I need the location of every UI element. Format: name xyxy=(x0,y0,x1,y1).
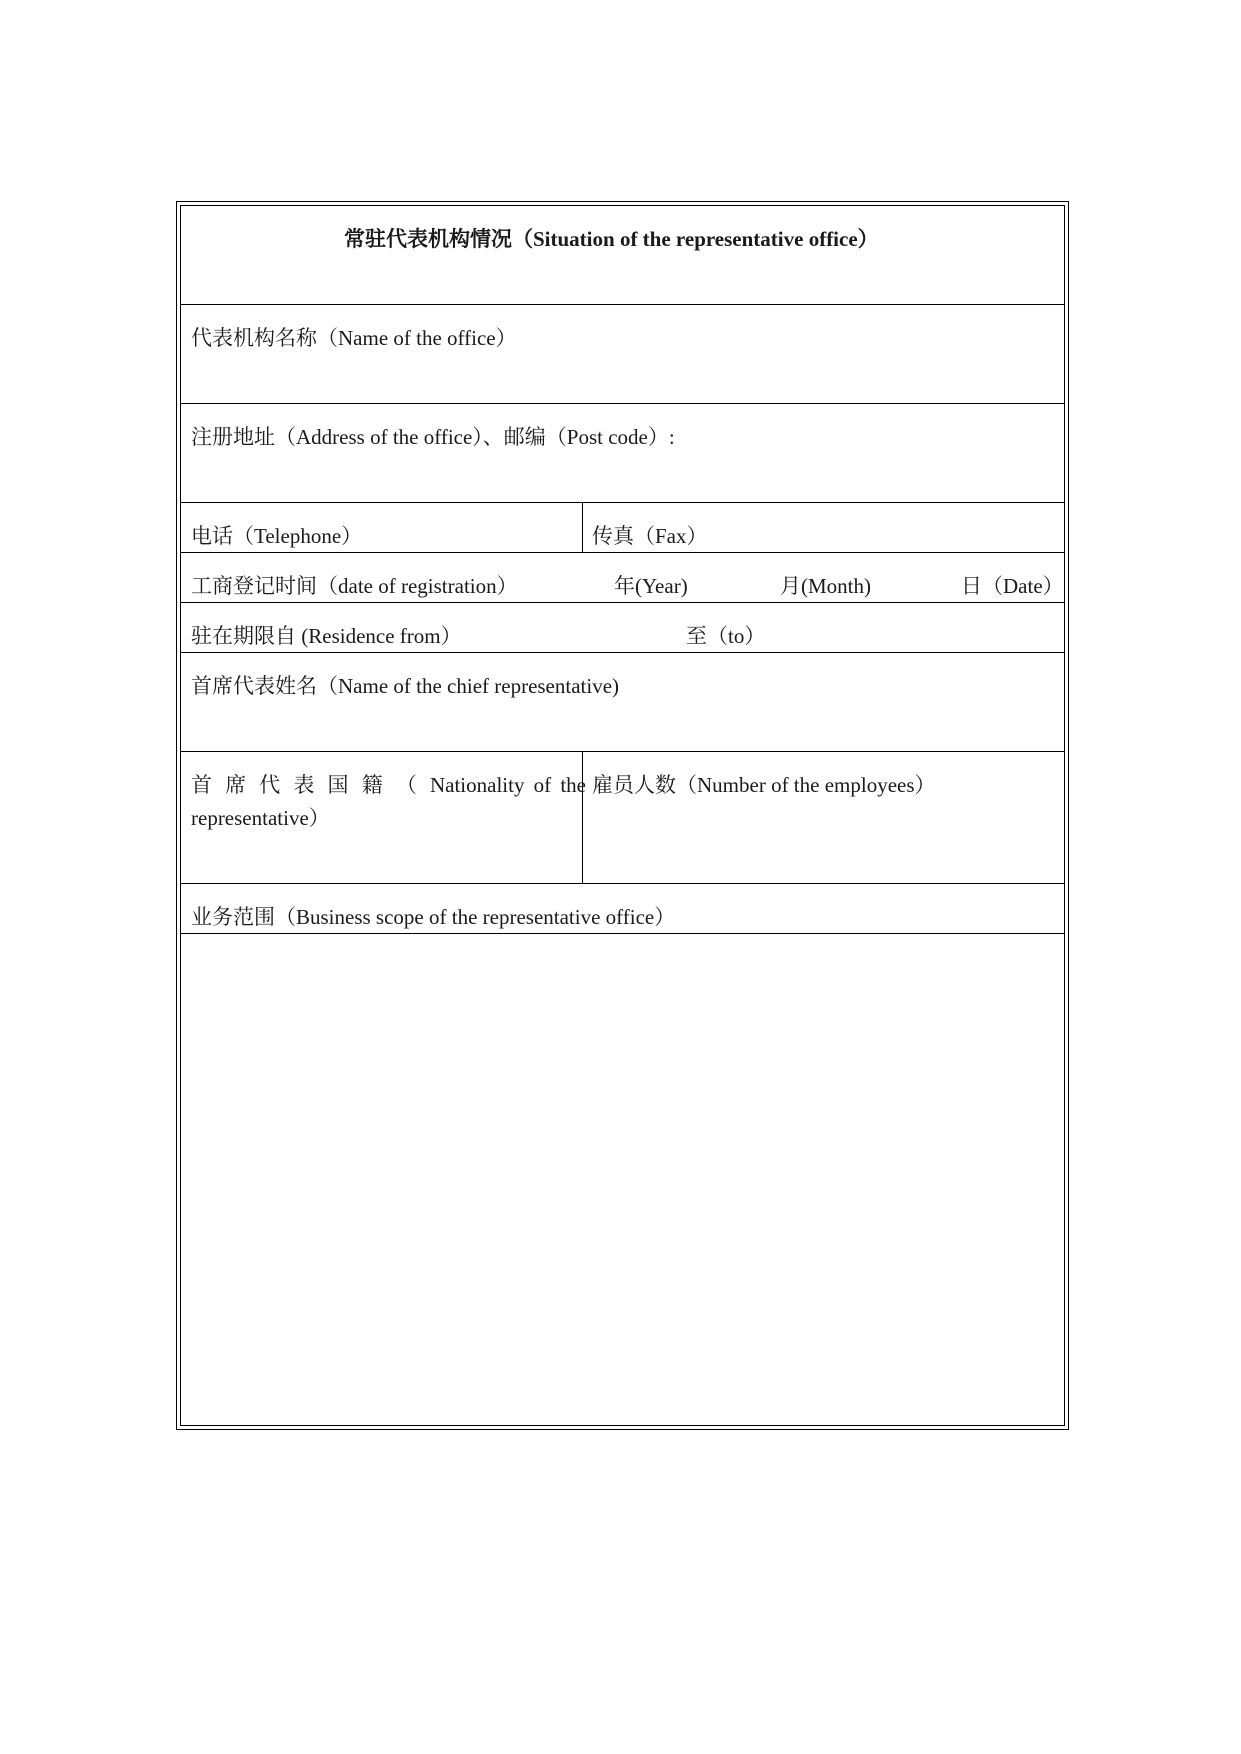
row-divider xyxy=(181,552,1064,553)
form-title: 常驻代表机构情况（Situation of the representative office） xyxy=(344,227,879,251)
residence-from-label: 驻在期限自 (Residence from） xyxy=(191,624,462,648)
business-scope-field[interactable] xyxy=(181,935,1061,1421)
office-name-field[interactable] xyxy=(181,356,1061,400)
employees-label: 雇员人数（Number of the employees） xyxy=(592,773,936,797)
row-divider xyxy=(181,652,1064,653)
nationality-label: 首 席 代 表 国 籍 （ Nationality of the representative） xyxy=(191,773,586,830)
office-situation-form xyxy=(176,201,1069,1430)
row-divider xyxy=(181,502,1064,503)
telephone-label: 电话（Telephone） xyxy=(191,524,363,548)
row-divider xyxy=(181,403,1064,404)
residence-to-label: 至（to） xyxy=(686,624,766,648)
business-scope-label: 业务范围（Business scope of the representative office） xyxy=(191,905,676,929)
row-divider xyxy=(181,933,1064,934)
address-label: 注册地址（Address of the office）、邮编（Post code）: xyxy=(191,425,675,449)
row-divider xyxy=(181,602,1064,603)
month-label: 月(Month) xyxy=(780,574,871,598)
column-divider xyxy=(582,502,583,552)
registration-date-label: 工商登记时间（date of registration） xyxy=(191,574,518,598)
office-name-label: 代表机构名称（Name of the office） xyxy=(191,326,517,350)
fax-label: 传真（Fax） xyxy=(592,524,708,548)
year-label: 年(Year) xyxy=(614,574,688,598)
chief-name-label: 首席代表姓名（Name of the chief representative) xyxy=(191,674,620,698)
address-field[interactable] xyxy=(181,456,1061,500)
date-label: 日（Date） xyxy=(961,574,1064,598)
form-inner-border xyxy=(180,205,1065,1426)
chief-name-field[interactable] xyxy=(181,704,1061,748)
row-divider xyxy=(181,304,1064,305)
row-divider xyxy=(181,751,1064,752)
row-divider xyxy=(181,883,1064,884)
